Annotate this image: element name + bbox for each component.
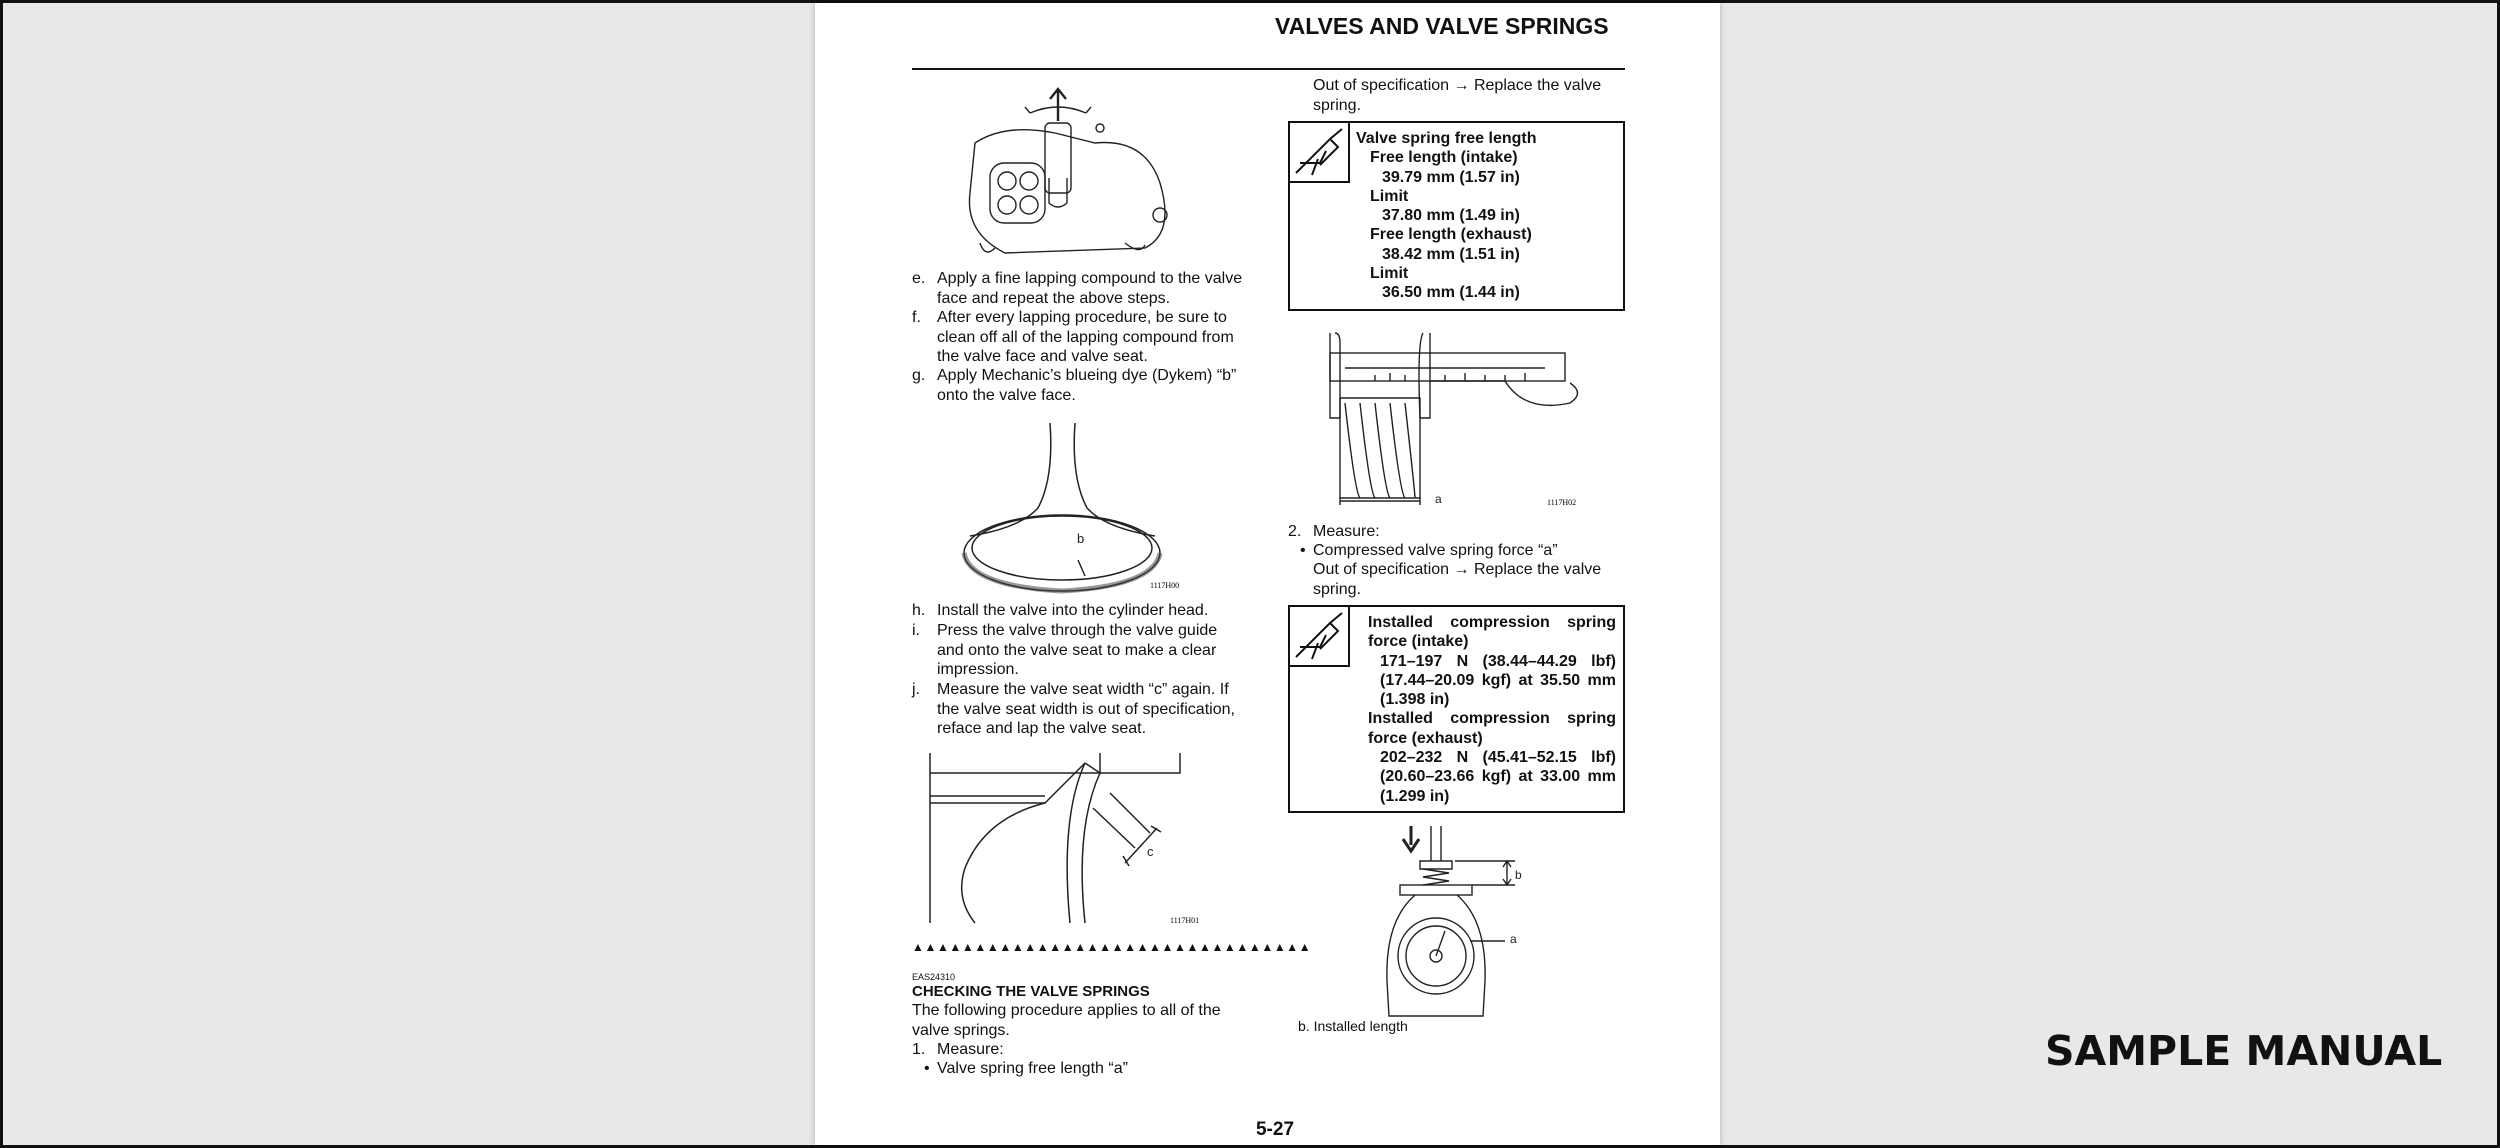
caliper-spec-icon bbox=[1290, 123, 1350, 183]
caliper-code: 1117H02 bbox=[1547, 498, 1577, 507]
dye-band bbox=[964, 553, 1160, 591]
seat-width-guides bbox=[1093, 793, 1150, 848]
caliper-slider bbox=[1430, 381, 1578, 405]
force-arrow bbox=[1403, 826, 1419, 851]
port-circle-3 bbox=[998, 196, 1016, 214]
spec-box-free-length: Valve spring free length Free length (intake) 39.79 mm (1.57 in) Limit 37.80 mm (1.49 in) Free length (exhaust) 38.42 mm (1.51 in) Limit 36.50 mm (1.44 in) bbox=[1288, 121, 1625, 311]
page-header-title: VALVES AND VALVE SPRINGS bbox=[1275, 13, 1609, 39]
caliper-jaw-left bbox=[1330, 333, 1340, 418]
head-block bbox=[990, 163, 1045, 223]
manual-page: VALVES AND VALVE SPRINGS e. Apply a fine lapping compound to the valve face and repeat the above steps. f. After every lapping procedure, be sure to clean off all of the lapping compound from the valve face and valve seat. g. Apply Mechanic’s blueing dye (Dykem) “b” onto the valve face. b 1117H00 h. Install the valve into the cylinder head. i. Press the valve through the valve guide and onto the valve seat to make a clear impression. j. Measure the valve seat width “c” again. If the valve seat width is out of specification, reface and lap the valve seat. c 1117H01 ▲▲▲▲▲▲▲▲▲▲▲▲▲▲▲▲▲▲▲▲▲▲▲▲▲▲▲▲▲▲▲▲ EAS24310 CHECKING THE VALVE SPRINGS The following procedure applies to all of the valve springs. 1. Measure: • Valve spring free length “a” Out of specification → Replace the valve spring. Valve spring free length Free length (intake) 39.79 mm (1.57 in) Limit 37.80 mm (1.49 in) Free length (exhaust) 38.42 mm (1.51 in) Limit 36.50 mm (1.44 in) a 1117H02 2. Measure: • Compressed valve spring force “a” Out of specification → Replace the valve spring. Installed compression spring force (intake) 171–197 N (38.44–44.29 lbf) (17.44–20.09 kgf) at 35.50 mm (1.398 in) Installed compression spring force (exhaust) 202–232 N (45.41–52.15 lbf) (20.60–23.66 kgf) at 33.00 mm (1.299 in) b a b. Installed length 5-27 bbox=[815, 3, 1720, 1145]
installed-length-dim bbox=[1503, 861, 1511, 885]
caliper-beam bbox=[1330, 353, 1565, 381]
out-of-spec-note-1: Out of specification → Replace the valve spring. bbox=[1313, 77, 1602, 114]
caliper-spec-icon-2 bbox=[1290, 607, 1350, 667]
spec-box-compression-force: Installed compression spring force (intake) 171–197 N (38.44–44.29 lbf) (17.44–20.09 kgf) at 35.50 mm (1.398 in) Installed compression spring force (exhaust) 202–232 N (45.41–52.15 lbf) (20.60–23.66 kgf) at 33.00 mm (1.299 in) bbox=[1288, 605, 1625, 813]
scale-callout-b: b bbox=[1515, 868, 1522, 882]
seat-width-figure bbox=[925, 748, 1225, 928]
section-intro: The following procedure applies to all of the valve springs. bbox=[912, 1002, 1221, 1039]
valve-stem-right bbox=[1074, 423, 1155, 536]
seat-face-line bbox=[930, 763, 1085, 803]
port-circle-2 bbox=[1020, 172, 1038, 190]
spring-scale-figure bbox=[1375, 821, 1595, 1021]
valve-face-callout: b bbox=[1077, 531, 1085, 546]
valve-curve-left bbox=[962, 803, 1045, 923]
lapping-tool-figure bbox=[945, 83, 1185, 263]
seat-width-callout: c bbox=[1147, 844, 1154, 859]
valve-stem-left bbox=[970, 423, 1051, 536]
scale-platform bbox=[1400, 885, 1472, 895]
header-rule bbox=[912, 68, 1625, 70]
scale-callout-a: a bbox=[1510, 932, 1517, 946]
valve-head-inner bbox=[972, 516, 1152, 580]
caliper-figure bbox=[1315, 323, 1615, 513]
spec1-title: Valve spring free length bbox=[1356, 130, 1537, 147]
seat-width-code: 1117H01 bbox=[1170, 916, 1200, 925]
page-number: 5-27 bbox=[1255, 1119, 1295, 1140]
spring-coils bbox=[1345, 403, 1415, 498]
out-of-spec-note-2: Out of specification → Replace the valve spring. bbox=[1313, 561, 1602, 598]
caliper-callout: a bbox=[1435, 492, 1442, 506]
scale-spring bbox=[1423, 869, 1449, 885]
port-circle-1 bbox=[998, 172, 1016, 190]
section-code: EAS24310 bbox=[912, 972, 956, 982]
section-divider: ▲▲▲▲▲▲▲▲▲▲▲▲▲▲▲▲▲▲▲▲▲▲▲▲▲▲▲▲▲▲▲▲ bbox=[912, 940, 1312, 954]
plunger bbox=[1431, 826, 1441, 861]
sample-manual-watermark: SAMPLE MANUAL bbox=[2045, 1027, 2443, 1075]
section-title: CHECKING THE VALVE SPRINGS bbox=[912, 983, 1150, 1000]
valve-face-code: 1117H00 bbox=[1150, 581, 1180, 590]
valve-face-figure bbox=[950, 418, 1190, 598]
lift-arrow bbox=[1050, 89, 1066, 121]
installed-length-legend: b. Installed length bbox=[1298, 1018, 1408, 1034]
port-circle-4 bbox=[1020, 196, 1038, 214]
